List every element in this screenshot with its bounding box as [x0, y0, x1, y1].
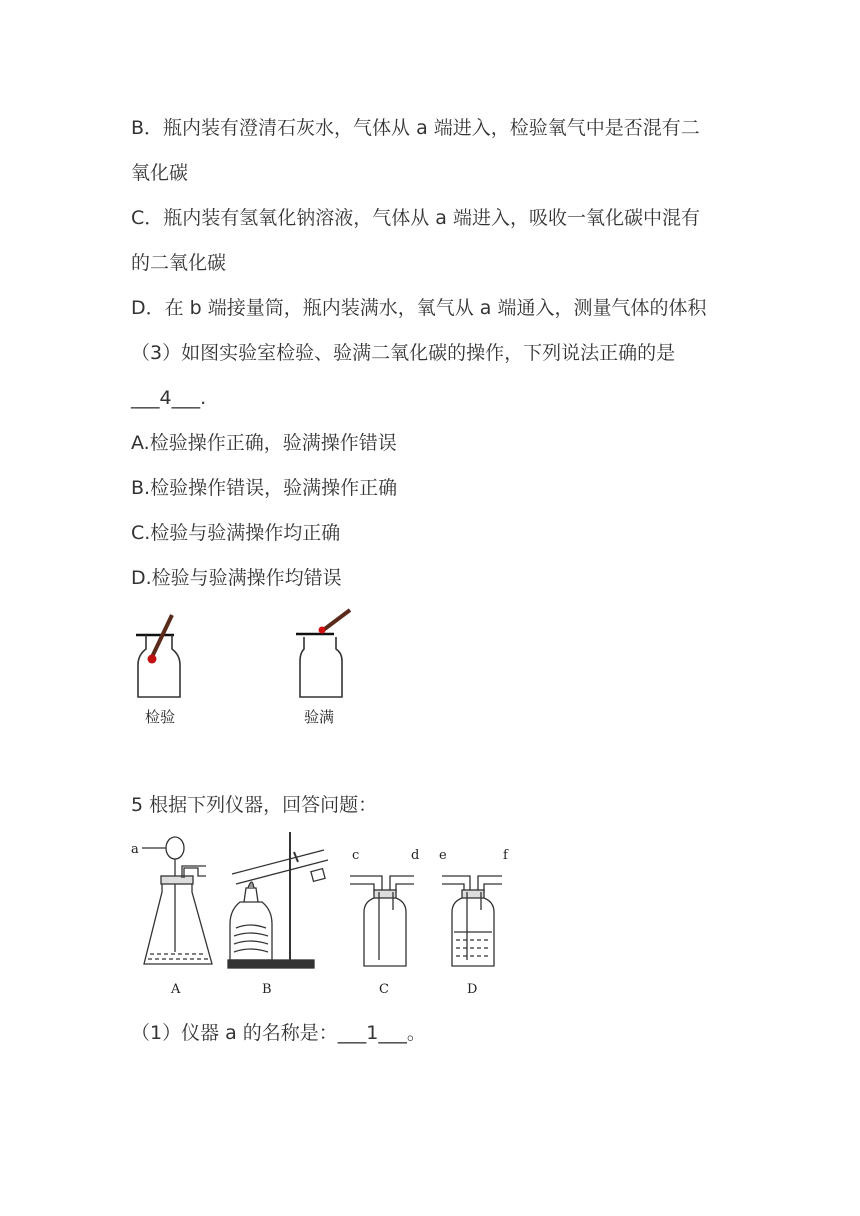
label-a: a: [131, 842, 139, 857]
choice-a: A.检验操作正确，验满操作错误: [131, 432, 397, 454]
option-b-line1: B．瓶内装有澄清石灰水，气体从 a 端进入，检验氧气中是否混有二: [131, 117, 700, 139]
apparatus-a: [142, 837, 212, 964]
apparatus-b: [228, 832, 328, 968]
option-c-line1: C．瓶内装有氢氧化钠溶液，气体从 a 端进入，吸收一氧化碳中混有: [131, 207, 700, 229]
question-5-part1: （1）仪器 a 的名称是：___1___。: [131, 1022, 426, 1044]
choice-d: D.检验与验满操作均错误: [131, 567, 342, 589]
label-D: D: [467, 982, 478, 997]
label-e: e: [439, 848, 447, 863]
question-3-blank: ___4___.: [131, 387, 207, 409]
caption-test: 检验: [145, 708, 176, 726]
apparatus-d: [442, 876, 502, 966]
option-d-line: D．在 b 端接量筒，瓶内装满水，氧气从 a 端通入，测量气体的体积: [131, 297, 707, 319]
apparatus-figure: [128, 832, 528, 982]
label-d: d: [411, 848, 420, 863]
full-check-bottle: [296, 610, 350, 697]
option-b-line2: 氧化碳: [131, 162, 189, 184]
label-B: B: [262, 982, 272, 997]
test-bottle: [136, 615, 180, 697]
question-3-line1: （3）如图实验室检验、验满二氧化碳的操作，下列说法正确的是: [131, 342, 676, 364]
label-c: c: [352, 848, 360, 863]
label-A: A: [171, 982, 181, 997]
apparatus-c: [350, 876, 414, 966]
caption-full: 验满: [304, 708, 335, 726]
option-c-line2: 的二氧化碳: [131, 252, 227, 274]
label-C: C: [379, 982, 389, 997]
question-5-title: 5 根据下列仪器，回答问题：: [131, 794, 378, 816]
choice-b: B.检验操作错误，验满操作正确: [131, 477, 398, 499]
label-f: f: [503, 848, 508, 863]
choice-c: C.检验与验满操作均正确: [131, 522, 341, 544]
